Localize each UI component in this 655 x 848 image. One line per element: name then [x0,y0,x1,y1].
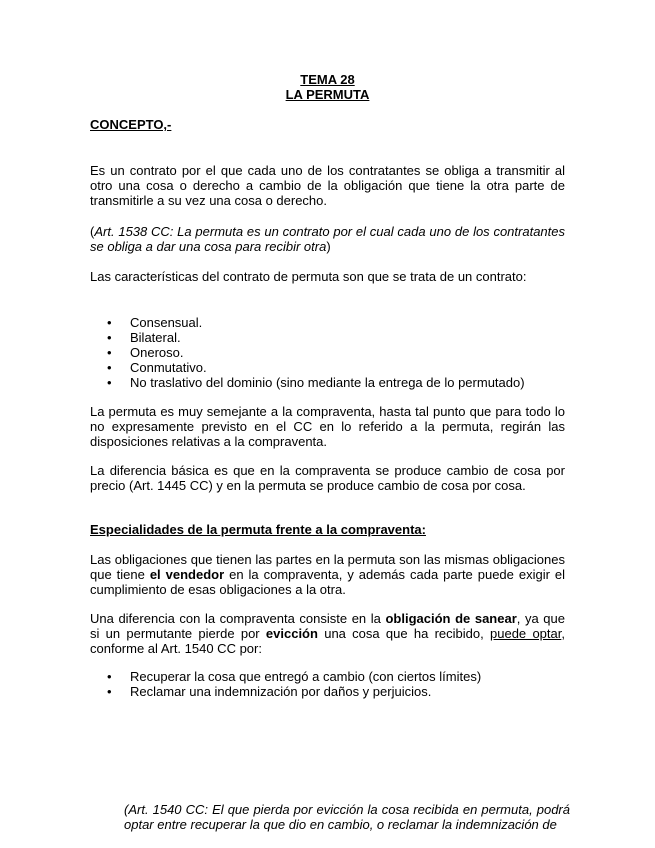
text-segment: , ya que si un permutante pierde por [90,611,565,641]
options-list [90,669,565,699]
concepto-heading: CONCEPTO,- [90,117,172,132]
list-item: • Reclamar una indemnización por daños y perjuicios. [90,684,565,699]
characteristics-list [90,315,565,390]
page-title: TEMA 28 [300,72,355,87]
art-1538-quote: Art. 1538 CC: La permuta es un contrato por el cual cada uno de los contratantes se obliga a dar una cosa para recibir otra [90,224,565,254]
especialidades-heading: Especialidades de la permuta frente a la compraventa: [90,522,426,537]
paragraph-art-1540: (Art. 1540 CC: El que pierda por evicción la cosa recibida en permuta, podrá optar entre recuperar la que dio en cambio, o reclamar la indemnización de [124,802,570,832]
paragraph-art-1538 [90,224,565,254]
text-segment: Las obligaciones que tienen las partes en la permuta son las mismas obligaciones que tiene [90,552,565,582]
paragraph-saneamiento [90,611,565,656]
text-segment: en la compraventa, y además cada parte puede exigir el cumplimiento de esas obligaciones a la otra. [90,567,565,597]
text-segment: Una diferencia con la compraventa consiste en la [90,611,386,626]
paragraph-obligaciones [90,552,565,597]
underlined-term: puede optar [490,626,562,641]
paren-open: ( [90,224,95,239]
bold-term: el vendedor [149,567,225,582]
bold-term: obligación de sanear [385,611,517,626]
paragraph-semejanza: La permuta es muy semejante a la compraventa, hasta tal punto que para todo lo no expresamente previsto en el CC en lo referido a la permuta, regirán las disposiciones relativas a la compraventa. [90,404,565,449]
text-segment: una cosa que ha recibido, [317,626,491,641]
text-segment: , conforme al Art. 1540 CC por: [90,626,565,656]
list-item: • Consensual. [90,315,565,330]
list-item: • Bilateral. [90,330,565,345]
list-item: • Conmutativo. [90,360,565,375]
paragraph-caracteristicas: Las características del contrato de permuta son que se trata de un contrato: [90,269,527,284]
page-subtitle: LA PERMUTA [285,87,370,102]
bold-term: evicción [265,626,318,641]
list-item: • Oneroso. [90,345,565,360]
paren-close: ) [326,239,331,254]
paragraph-diferencia: La diferencia básica es que en la compraventa se produce cambio de cosa por precio (Art. 1445 CC) y en la permuta se produce cambio de cosa por cosa. [90,463,565,493]
list-item: • Recuperar la cosa que entregó a cambio (con ciertos límites) [90,669,565,684]
list-item: • No traslativo del dominio (sino mediante la entrega de lo permutado) [90,375,565,390]
paragraph-definition: Es un contrato por el que cada uno de los contratantes se obliga a transmitir al otro una cosa o derecho a cambio de la obligación que tiene la otra parte de transmitirle a su vez una cosa o derecho. [90,163,565,208]
